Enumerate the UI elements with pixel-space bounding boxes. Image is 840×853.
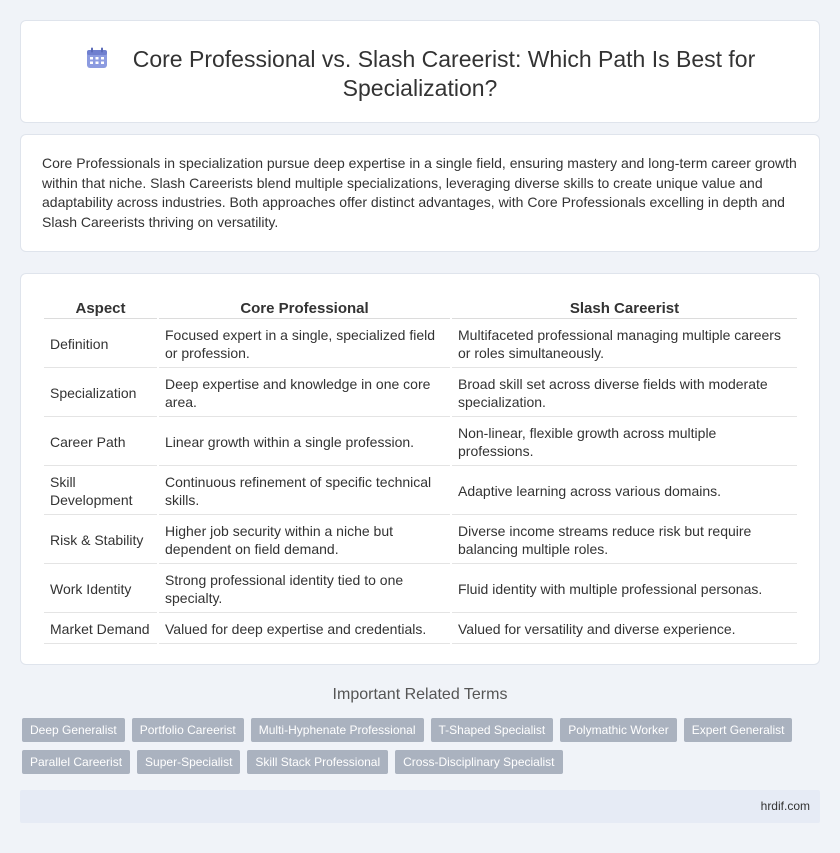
column-header-core-professional: Core Professional — [159, 297, 450, 319]
comparison-card — [20, 273, 820, 665]
table-row — [44, 419, 797, 466]
core-professional-cell: Strong professional identity tied to one specialty. — [159, 566, 450, 613]
table-row — [44, 370, 797, 417]
table-row — [44, 615, 797, 644]
related-term-tag[interactable]: Portfolio Careerist — [132, 718, 244, 742]
core-professional-cell: Continuous refinement of specific technical skills. — [159, 468, 450, 515]
column-header-aspect: Aspect — [44, 297, 157, 319]
intro-paragraph: Core Professionals in specialization pursue deep expertise in a single field, ensuring mastery and long-term career growth within that niche. Slash Careerists blend multiple specializations, leveraging diverse skills to create unique value and adaptability across industries. Both approaches offer distinct advantages, with Core Professionals excelling in depth and Slash Careerists thriving on versatility. — [42, 155, 797, 230]
related-term-tag[interactable]: Cross-Disciplinary Specialist — [395, 750, 562, 774]
core-professional-cell: Linear growth within a single profession. — [159, 419, 450, 466]
slash-careerist-cell: Diverse income streams reduce risk but require balancing multiple roles. — [452, 517, 797, 564]
related-term-tag[interactable]: T-Shaped Specialist — [431, 718, 554, 742]
related-term-tag[interactable]: Super-Specialist — [137, 750, 240, 774]
slash-careerist-cell: Multifaceted professional managing multiple careers or roles simultaneously. — [452, 321, 797, 368]
aspect-cell: Market Demand — [44, 615, 157, 644]
related-term-tag[interactable]: Expert Generalist — [684, 718, 793, 742]
table-row — [44, 566, 797, 613]
core-professional-cell: Deep expertise and knowledge in one core area. — [159, 370, 450, 417]
page-title: Core Professional vs. Slash Careerist: Which Path Is Best for Specialization? — [132, 46, 756, 101]
calendar-icon — [85, 46, 109, 70]
related-terms-heading: Important Related Terms — [332, 686, 508, 703]
table-row — [44, 321, 797, 368]
aspect-cell: Risk & Stability — [44, 517, 157, 564]
aspect-cell: Specialization — [44, 370, 157, 417]
intro-card — [20, 134, 820, 252]
slash-careerist-cell: Valued for versatility and diverse experience. — [452, 615, 797, 644]
footer-site-link[interactable]: hrdif.com — [760, 799, 810, 813]
related-term-tag[interactable]: Multi-Hyphenate Professional — [251, 718, 424, 742]
related-term-tag[interactable]: Polymathic Worker — [560, 718, 676, 742]
slash-careerist-cell: Broad skill set across diverse fields with moderate specialization. — [452, 370, 797, 417]
slash-careerist-cell: Fluid identity with multiple professional personas. — [452, 566, 797, 613]
core-professional-cell: Higher job security within a niche but dependent on field demand. — [159, 517, 450, 564]
related-term-tag[interactable]: Deep Generalist — [22, 718, 125, 742]
related-term-tag[interactable]: Parallel Careerist — [22, 750, 130, 774]
table-row — [44, 468, 797, 515]
core-professional-cell: Valued for deep expertise and credentials. — [159, 615, 450, 644]
table-header-row — [44, 297, 797, 319]
column-header-slash-careerist: Slash Careerist — [452, 297, 797, 319]
aspect-cell: Career Path — [44, 419, 157, 466]
footer-bar — [20, 790, 820, 823]
aspect-cell: Definition — [44, 321, 157, 368]
core-professional-cell: Focused expert in a single, specialized field or profession. — [159, 321, 450, 368]
slash-careerist-cell: Adaptive learning across various domains. — [452, 468, 797, 515]
comparison-table — [42, 295, 799, 646]
related-terms-list — [22, 718, 802, 774]
aspect-cell: Work Identity — [44, 566, 157, 613]
title-card — [20, 20, 820, 123]
slash-careerist-cell: Non-linear, flexible growth across multiple professions. — [452, 419, 797, 466]
related-term-tag[interactable]: Skill Stack Professional — [247, 750, 388, 774]
aspect-cell: Skill Development — [44, 468, 157, 515]
table-row — [44, 517, 797, 564]
